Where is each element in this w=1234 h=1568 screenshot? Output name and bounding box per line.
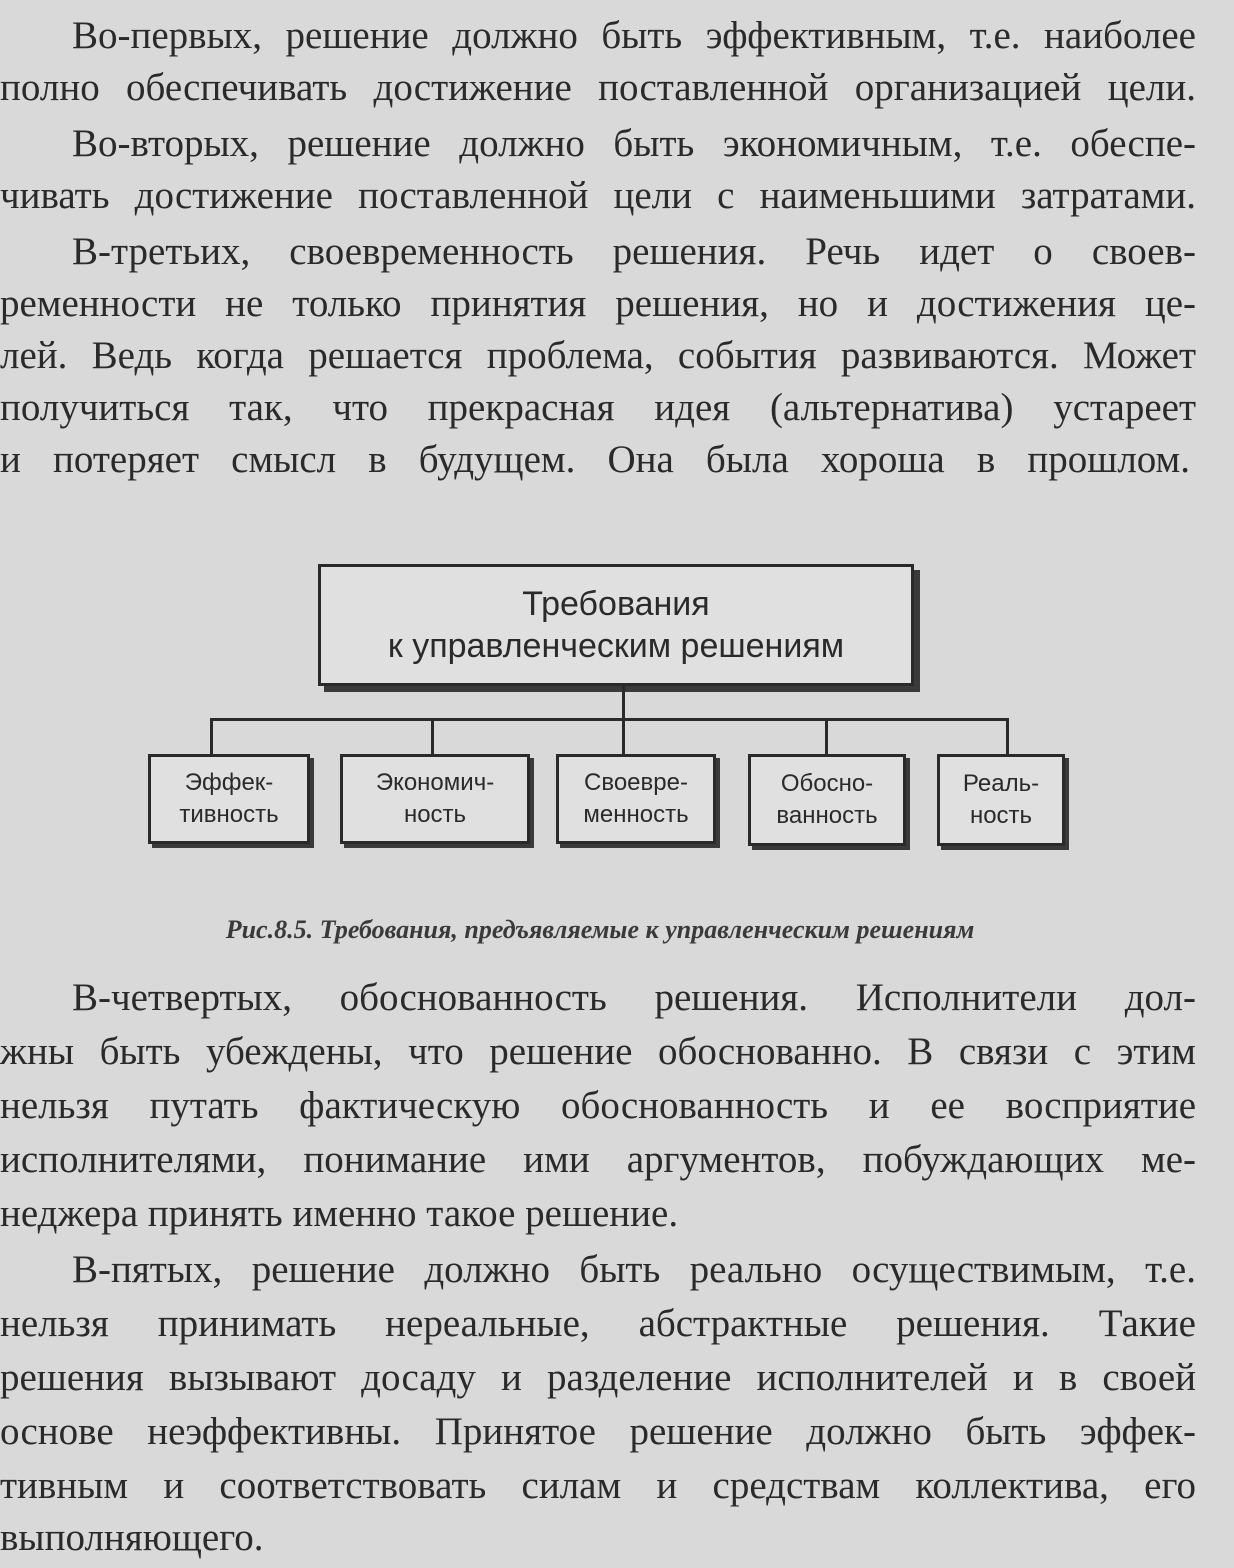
box-line1: Реаль- [962, 770, 1040, 797]
box-line1: Экономич- [375, 769, 495, 796]
text-line: В-пятых, решение должно быть реально осуществимым, т.е. [72, 1248, 1196, 1291]
connector-child-3 [622, 718, 625, 754]
box-line1: Своевре- [584, 769, 688, 796]
text-line: нельзя путать фактическую обоснованность и ее восприятие [0, 1084, 1196, 1127]
diagram-box-validity [748, 754, 906, 846]
text-line: В-четвертых, обоснованность решения. Исполнители дол- [72, 976, 1196, 1019]
text-line: Во-первых, решение должно быть эффективным, т.е. наиболее [72, 14, 1196, 57]
box-line2: менность [583, 801, 689, 828]
text-line: ременности не только принятия решения, но и достижения це- [0, 282, 1196, 325]
box-line2: ность [403, 801, 467, 828]
figure-caption: Рис.8.5. Требования, предъявляемые к управленческим решениям [225, 915, 975, 944]
diagram-root-line1: Требования [522, 585, 710, 623]
text-line: исполнителями, понимание ими аргументов, побуждающих ме- [0, 1138, 1196, 1181]
box-line2: ность [969, 802, 1033, 829]
text-line: получиться так, что прекрасная идея (альтернатива) устареет [0, 386, 1196, 429]
diagram-box-effectiveness [148, 754, 310, 844]
diagram-root-box [318, 564, 914, 686]
connector-child-5 [1006, 718, 1009, 754]
connector-child-2 [431, 718, 434, 754]
diagram-box-timeliness [556, 754, 716, 844]
connector-horizontal [210, 718, 1009, 721]
diagram-box-economy [340, 754, 530, 844]
box-line1: Обосно- [780, 770, 874, 797]
text-line: неджера принять именно такое решение. [0, 1192, 679, 1235]
text-line: нельзя принимать нереальные, абстрактные решения. Такие [0, 1302, 1196, 1345]
box-line1: Эффек- [184, 769, 274, 796]
connector-vertical-root [622, 686, 625, 720]
diagram-root-line2: к управленческим решениям [387, 627, 845, 665]
connector-child-1 [210, 718, 213, 754]
connector-child-4 [825, 718, 828, 754]
text-line: и потеряет смысл в будущем. Она была хороша в прошлом. [0, 438, 1190, 481]
box-line2: тивность [179, 801, 279, 828]
text-line: полно обеспечивать достижение поставленной организацией цели. [0, 66, 1196, 109]
text-line: тивным и соответствовать силам и средствам коллектива, его [0, 1464, 1196, 1507]
text-line: лей. Ведь когда решается проблема, события развиваются. Может [0, 334, 1196, 377]
text-line: жны быть убеждены, что решение обоснованно. В связи с этим [0, 1030, 1196, 1073]
text-line: В-третьих, своевременность решения. Речь идет о своев- [72, 230, 1196, 273]
diagram-box-reality [937, 754, 1065, 846]
text-line: Во-вторых, решение должно быть экономичным, т.е. обеспе- [72, 122, 1196, 165]
text-line: основе неэффективны. Принятое решение должно быть эффек- [0, 1410, 1196, 1453]
box-line2: ванность [776, 802, 878, 829]
text-line: выполняющего. [0, 1516, 264, 1559]
text-line: чивать достижение поставленной цели с наименьшими затратами. [0, 174, 1196, 217]
text-line: решения вызывают досаду и разделение исполнителей и в своей [0, 1356, 1196, 1399]
